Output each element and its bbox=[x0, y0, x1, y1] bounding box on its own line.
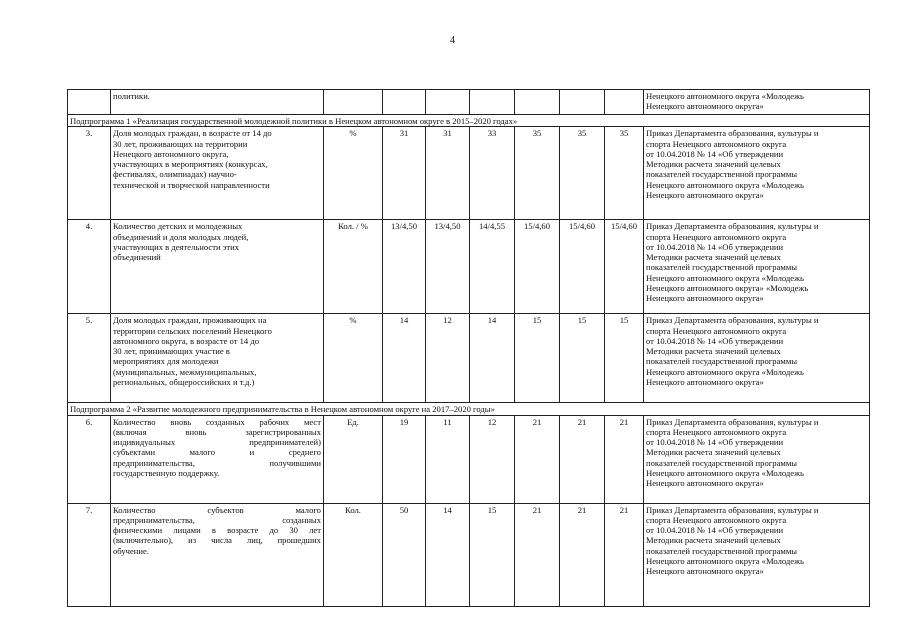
value-cell: 35 bbox=[515, 127, 560, 220]
source-line: показателей государственной программы bbox=[646, 457, 798, 468]
indicators-table bbox=[67, 89, 870, 607]
indicator-line: субъектами малого и среднего bbox=[113, 447, 321, 458]
indicator-line: участвующих в мероприятиях (конкурсах, bbox=[113, 159, 268, 170]
source-cell bbox=[644, 220, 870, 314]
source-cell bbox=[644, 90, 870, 115]
row-number-cell: 7. bbox=[68, 503, 111, 606]
value-cell bbox=[560, 90, 605, 115]
value-cell: 14 bbox=[383, 314, 426, 403]
indicator-line: (муниципальных, межмуниципальных, bbox=[113, 366, 257, 377]
table-row bbox=[68, 127, 870, 220]
unit-cell: Кол. bbox=[324, 503, 383, 606]
page-number: 4 bbox=[450, 35, 455, 46]
source-line: Методики расчета значений целевых bbox=[646, 252, 781, 263]
value-cell: 31 bbox=[383, 127, 426, 220]
value-cell: 33 bbox=[470, 127, 515, 220]
value-cell bbox=[605, 90, 644, 115]
unit-cell: % bbox=[324, 127, 383, 220]
source-line: от 10.04.2018 № 14 «Об утверждении bbox=[646, 241, 784, 252]
indicator-line: предпринимательства, созданных bbox=[113, 514, 321, 525]
source-line: Ненецкого автономного округа «Молодежь bbox=[646, 272, 804, 283]
value-cell: 21 bbox=[560, 415, 605, 503]
value-cell bbox=[383, 90, 426, 115]
indicator-line: Количество детских и молодежных bbox=[113, 221, 243, 232]
source-line: Ненецкого автономного округа» bbox=[646, 566, 764, 577]
source-line: показателей государственной программы bbox=[646, 545, 798, 556]
source-line: Приказ Департамента образования, культуры и bbox=[646, 128, 819, 139]
source-line: Ненецкого автономного округа» bbox=[646, 190, 764, 201]
source-line: Ненецкого автономного округа «Молодежь bbox=[646, 179, 804, 190]
source-cell bbox=[644, 127, 870, 220]
source-cell bbox=[644, 503, 870, 606]
value-cell: 35 bbox=[560, 127, 605, 220]
source-line: Методики расчета значений целевых bbox=[646, 535, 781, 546]
source-line: Приказ Департамента образования, культуры и bbox=[646, 315, 819, 326]
subprogram-row bbox=[68, 115, 870, 127]
indicator-line: государственную поддержку. bbox=[113, 468, 220, 479]
unit-cell bbox=[324, 90, 383, 115]
row-number-cell bbox=[68, 90, 111, 115]
value-cell: 21 bbox=[605, 503, 644, 606]
value-cell: 15/4,60 bbox=[605, 220, 644, 314]
value-cell: 13/4,50 bbox=[426, 220, 470, 314]
value-cell bbox=[426, 90, 470, 115]
source-line: Методики расчета значений целевых bbox=[646, 346, 781, 357]
row-number-cell: 6. bbox=[68, 415, 111, 503]
value-cell bbox=[515, 90, 560, 115]
indicator-line: 30 лет, принимающих участие в bbox=[113, 346, 230, 357]
value-cell: 21 bbox=[605, 415, 644, 503]
unit-cell: Ед. bbox=[324, 415, 383, 503]
source-line: Ненецкого автономного округа «Молодежь bbox=[646, 366, 804, 377]
value-cell: 14 bbox=[470, 314, 515, 403]
source-line: Ненецкого автономного округа «Молодежь bbox=[646, 468, 804, 479]
indicator-line: (включая вновь зарегистрированных bbox=[113, 426, 321, 437]
indicator-line: объединений и доля молодых людей, bbox=[113, 231, 249, 242]
table-row bbox=[68, 314, 870, 403]
source-line: показателей государственной программы bbox=[646, 356, 798, 367]
indicator-line: 30 лет, проживающих на территории bbox=[113, 138, 248, 149]
row-number-cell: 3. bbox=[68, 127, 111, 220]
source-line: Методики расчета значений целевых bbox=[646, 447, 781, 458]
value-cell: 15 bbox=[560, 314, 605, 403]
value-cell: 31 bbox=[426, 127, 470, 220]
indicator-line: индивидуальных предпринимателей) bbox=[113, 437, 321, 448]
source-line: Приказ Департамента образования, культуры и bbox=[646, 416, 819, 427]
source-line: Приказ Департамента образования, культуры и bbox=[646, 221, 819, 232]
indicator-line: Доля молодых граждан, проживающих на bbox=[113, 315, 267, 326]
subprogram-heading: Подпрограмма 1 «Реализация государственной молодежной политики в Ненецком автономном округе в 2015–2020 годах» bbox=[68, 115, 870, 127]
source-line: Ненецкого автономного округа» bbox=[646, 293, 764, 304]
unit-cell: Кол. / % bbox=[324, 220, 383, 314]
indicator-line: фестивалях, олимпиадах) научно- bbox=[113, 169, 237, 180]
indicator-line: объединений bbox=[113, 252, 161, 263]
value-cell: 19 bbox=[383, 415, 426, 503]
value-cell: 13/4,50 bbox=[383, 220, 426, 314]
value-cell: 35 bbox=[605, 127, 644, 220]
value-cell: 21 bbox=[515, 415, 560, 503]
source-line: Ненецкого автономного округа «Молодежь bbox=[646, 556, 804, 567]
source-line: от 10.04.2018 № 14 «Об утверждении bbox=[646, 148, 784, 159]
source-line: спорта Ненецкого автономного округа bbox=[646, 138, 787, 149]
source-line: спорта Ненецкого автономного округа bbox=[646, 514, 787, 525]
source-line: от 10.04.2018 № 14 «Об утверждении bbox=[646, 335, 784, 346]
value-cell: 15/4,60 bbox=[515, 220, 560, 314]
table-body bbox=[68, 90, 870, 607]
source-line: Ненецкого автономного округа» bbox=[646, 377, 764, 388]
indicator-line: обучение. bbox=[113, 545, 149, 556]
value-cell bbox=[470, 90, 515, 115]
table-row bbox=[68, 503, 870, 606]
indicator-line: технической и творческой направленности bbox=[113, 179, 270, 190]
source-line: Методики расчета значений целевых bbox=[646, 159, 781, 170]
indicator-line: Количество вновь созданных рабочих мест bbox=[113, 416, 321, 427]
row-number-cell: 5. bbox=[68, 314, 111, 403]
subprogram-heading: Подпрограмма 2 «Развитие молодежного предпринимательства в Ненецком автономном округе на 2017–2020 годы» bbox=[68, 403, 870, 415]
source-line: Приказ Департамента образования, культуры и bbox=[646, 504, 819, 515]
value-cell: 11 bbox=[426, 415, 470, 503]
indicator-line: автономного округа, в возрасте от 14 до bbox=[113, 335, 260, 346]
value-cell: 14/4,55 bbox=[470, 220, 515, 314]
value-cell: 15 bbox=[470, 503, 515, 606]
value-cell: 15 bbox=[605, 314, 644, 403]
indicator-cell bbox=[111, 314, 324, 403]
table-row bbox=[68, 220, 870, 314]
indicator-cell bbox=[111, 415, 324, 503]
source-line: Ненецкого автономного округа» bbox=[646, 478, 764, 489]
value-cell: 12 bbox=[470, 415, 515, 503]
source-line: Ненецкого автономного округа» «Молодежь bbox=[646, 283, 809, 294]
source-cell bbox=[644, 314, 870, 403]
table-row bbox=[68, 415, 870, 503]
indicator-line: физическими лицами в возрасте до 30 лет bbox=[113, 525, 321, 536]
indicator-line: региональных, общероссийских и т.д.) bbox=[113, 377, 255, 388]
value-cell: 21 bbox=[560, 503, 605, 606]
source-cell bbox=[644, 415, 870, 503]
indicator-cell bbox=[111, 220, 324, 314]
value-cell: 21 bbox=[515, 503, 560, 606]
value-cell: 15 bbox=[515, 314, 560, 403]
source-line: спорта Ненецкого автономного округа bbox=[646, 426, 787, 437]
indicator-line: территории сельских поселений Ненецкого bbox=[113, 325, 272, 336]
indicator-line: мероприятиях для молодежи bbox=[113, 356, 219, 367]
indicator-cell bbox=[111, 503, 324, 606]
value-cell: 12 bbox=[426, 314, 470, 403]
indicator-line: предпринимательства, получившими bbox=[113, 457, 321, 468]
unit-cell: % bbox=[324, 314, 383, 403]
indicator-line: политики. bbox=[113, 91, 150, 101]
source-line: Ненецкого автономного округа «Молодежь bbox=[646, 91, 804, 101]
source-line: показателей государственной программы bbox=[646, 169, 798, 180]
value-cell: 50 bbox=[383, 503, 426, 606]
source-line: Ненецкого автономного округа» bbox=[646, 101, 764, 112]
source-line: спорта Ненецкого автономного округа bbox=[646, 325, 787, 336]
value-cell: 15/4,60 bbox=[560, 220, 605, 314]
source-line: от 10.04.2018 № 14 «Об утверждении bbox=[646, 437, 784, 448]
subprogram-row bbox=[68, 403, 870, 415]
source-line: спорта Ненецкого автономного округа bbox=[646, 231, 787, 242]
indicator-line: участвующих в деятельности этих bbox=[113, 241, 240, 252]
row-number-cell: 4. bbox=[68, 220, 111, 314]
source-line: показателей государственной программы bbox=[646, 262, 798, 273]
table-row bbox=[68, 90, 870, 115]
indicator-line: (включительно), из числа лиц, прошедших bbox=[113, 535, 321, 546]
indicator-line: Доля молодых граждан, в возрасте от 14 до bbox=[113, 128, 272, 139]
indicator-line: Ненецкого автономного округа, bbox=[113, 148, 229, 159]
indicator-cell bbox=[111, 127, 324, 220]
indicator-line: Количество субъектов малого bbox=[113, 504, 321, 515]
indicator-cell bbox=[111, 90, 324, 115]
source-line: от 10.04.2018 № 14 «Об утверждении bbox=[646, 525, 784, 536]
value-cell: 14 bbox=[426, 503, 470, 606]
